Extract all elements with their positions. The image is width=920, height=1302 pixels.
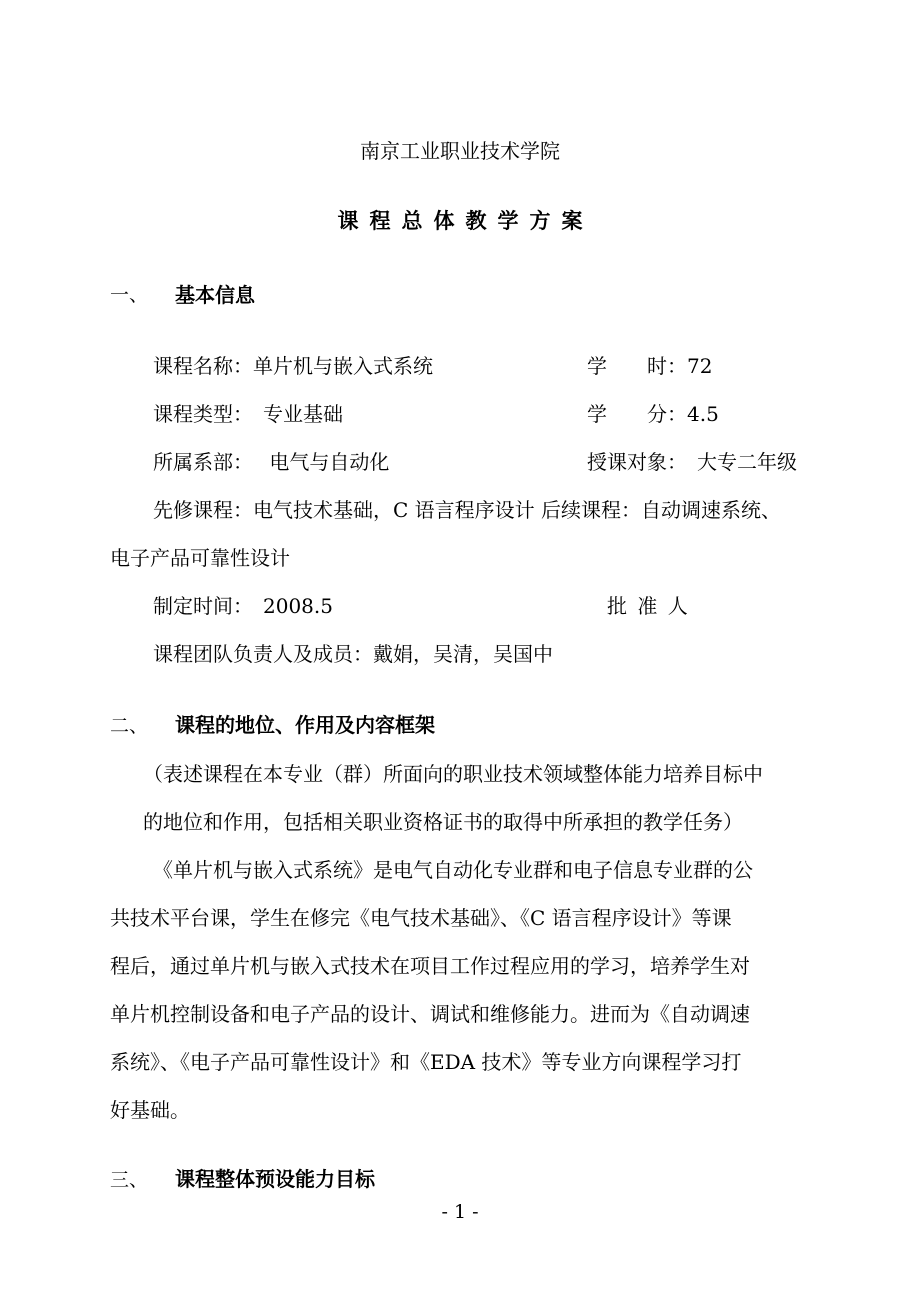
section-1-number: 一、	[110, 284, 149, 306]
course-type-field: 课程类型： 专业基础	[153, 402, 343, 426]
hours-field: 学 时：72	[587, 354, 713, 378]
document-title: 课程总体教学方案	[337, 208, 594, 233]
page-number: - 1 -	[441, 1201, 479, 1223]
course-name-field: 课程名称：单片机与嵌入式系统	[153, 354, 433, 378]
section-2-body-line-6: 好基础。	[110, 1098, 190, 1122]
credits-field: 学 分：4.5	[587, 402, 719, 426]
section-2-title: 课程的地位、作用及内容框架	[175, 713, 435, 737]
school-name: 南京工业职业技术学院	[360, 139, 560, 163]
audience-field: 授课对象： 大专二年级	[587, 450, 797, 474]
prerequisite-line-1: 先修课程：电气技术基础，C 语言程序设计 后续课程：自动调速系统、	[153, 498, 782, 522]
section-2-body-line-3: 程后，通过单片机与嵌入式技术在项目工作过程应用的学习，培养学生对	[110, 954, 750, 978]
section-2-note-line-2: 的地位和作用，包括相关职业资格证书的取得中所承担的教学任务）	[143, 810, 743, 834]
section-1-title: 基本信息	[175, 283, 255, 307]
section-2-body-line-1: 《单片机与嵌入式系统》是电气自动化专业群和电子信息专业群的公	[153, 858, 753, 882]
section-3-title: 课程整体预设能力目标	[175, 1167, 375, 1191]
date-field: 制定时间： 2008.5	[153, 594, 333, 618]
section-2-body-line-5: 系统》、《电子产品可靠性设计》和《EDA 技术》等专业方向课程学习打	[110, 1050, 742, 1074]
section-2-note-line-1: （表述课程在本专业（群）所面向的职业技术领域整体能力培养目标中	[143, 762, 763, 786]
section-2-body-line-4: 单片机控制设备和电子产品的设计、调试和维修能力。进而为《自动调速	[110, 1002, 750, 1026]
approver-field: 批 准 人	[607, 594, 690, 618]
section-2-number: 二、	[110, 715, 149, 737]
department-field: 所属系部： 电气与自动化	[153, 450, 390, 474]
section-3-number: 三、	[110, 1169, 149, 1191]
prerequisite-line-2: 电子产品可靠性设计	[110, 546, 290, 570]
section-2-body-line-2: 共技术平台课，学生在修完《电气技术基础》、《C 语言程序设计》等课	[110, 906, 732, 930]
team-field: 课程团队负责人及成员：戴娟，吴清，吴国中	[153, 642, 553, 666]
